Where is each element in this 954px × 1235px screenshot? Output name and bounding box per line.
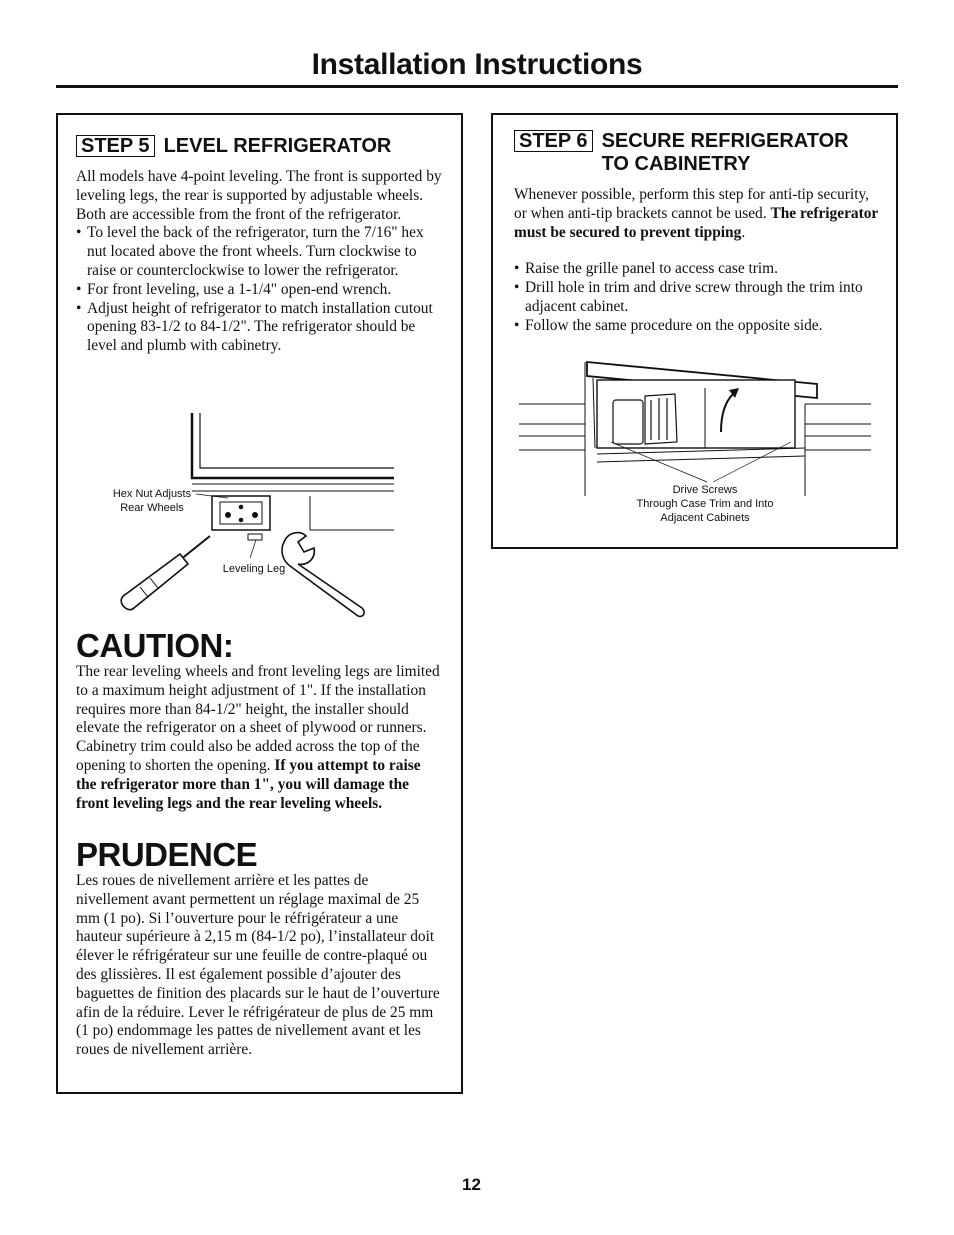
step6-badge: STEP 6 (514, 130, 593, 152)
step6-title-line1: SECURE REFRIGERATOR (601, 130, 849, 152)
caution-bold-text: If you attempt to raise the refrigerator more than 1", you will damage the front leveling legs and the rear leveling wheels. (76, 756, 421, 812)
step6-body (514, 186, 882, 336)
drive-screws-label-line2: Through Case Trim and Into (636, 498, 774, 510)
step6-bullet: • Follow the same procedure on the opposite side. (514, 317, 882, 336)
title-rule (56, 85, 898, 88)
cabinetry-figure (515, 358, 875, 528)
wrench-drawing (282, 533, 364, 617)
step5-badge: STEP 5 (76, 135, 155, 157)
step6-intro-end: . (741, 223, 746, 241)
caution-heading: CAUTION: (76, 627, 234, 664)
step6-bullet: • Raise the grille panel to access case trim. (514, 260, 882, 279)
hex-nut-label-line1: Hex Nut Adjusts (112, 488, 192, 500)
leveling-leg-label: Leveling Leg (222, 563, 286, 575)
step6-intro-bold: The refrigerator must be secured to prevent tipping (514, 204, 878, 241)
prudence-heading: PRUDENCE (76, 836, 258, 873)
step6-title-line2: TO CABINETRY (601, 153, 751, 175)
step5-bullet: • For front leveling, use a 1-1/4" open-end wrench. (76, 281, 442, 300)
step5-bullet: • Adjust height of refrigerator to match installation cutout opening 83-1/2 to 84-1/2". The refrigerator should be level and plumb with cabinetry. (76, 300, 442, 356)
step6-bullet: • Drill hole in trim and drive screw through the trim into adjacent cabinet. (514, 279, 882, 317)
prudence-text: Les roues de nivellement arrière et les pattes de nivellement avant permettent un réglage maximal de 25 mm (1 po). Si l’ouverture pour le réfrigérateur a une hauteur supérieure à 2,15 m (84-1/2 po), l’installateur doit élever le réfrigérateur sur une feuille de contre-plaqué ou des glissières. Il est également possible d’ajouter des baguettes de finition des placards sur le haut de l’ouverture afin de la réduire. Lever le réfrigérateur de plus de 25 mm (1 po) endommage les pattes de nivellement avant et les roues de nivellement arrière. (76, 872, 440, 1059)
screwdriver-drawing (121, 536, 210, 610)
caution-text: The rear leveling wheels and front leveling legs are limited to a maximum height adjustment of 1". If the installation requires more than 84-1/2" height, the installer should elevate the refrigerator on a sheet of plywood or runners. Cabinetry trim could also be added across the top of the opening to shorten the opening. (76, 663, 440, 774)
page-title: Installation Instructions (311, 48, 643, 81)
leveling-leg-leader (250, 540, 256, 558)
step6-title (602, 130, 849, 176)
grille-panel-drawing (587, 362, 817, 462)
step6-bullet-list (514, 260, 882, 335)
step5-title: LEVEL REFRIGERATOR (163, 135, 392, 157)
step6-heading (514, 130, 849, 176)
hex-nut-bracket-drawing (212, 496, 270, 540)
step5-intro: All models have 4-point leveling. The front is supported by leveling legs, the rear is supported by adjustable wheels. Both are accessible from the front of the refrigerator. (76, 168, 442, 223)
hex-nut-label-line2: Rear Wheels (120, 502, 184, 514)
step5-body (76, 168, 442, 356)
prudence-body (76, 872, 444, 1060)
leveling-figure (100, 408, 420, 623)
drive-screws-label-line1: Drive Screws (672, 484, 738, 496)
page-number: 12 (462, 1175, 481, 1194)
step5-bullet-list (76, 224, 442, 356)
step6-intro: Whenever possible, perform this step for anti-tip security, or when anti-tip brackets cannot be used. (514, 186, 870, 222)
drive-screws-label-line3: Adjacent Cabinets (660, 512, 750, 524)
step5-bullet: • To level the back of the refrigerator, turn the 7/16" hex nut located above the front wheels. Turn clockwise to raise or counterclockwise to lower the refrigerator. (76, 224, 442, 280)
step5-heading (76, 135, 391, 158)
caution-body (76, 663, 442, 813)
